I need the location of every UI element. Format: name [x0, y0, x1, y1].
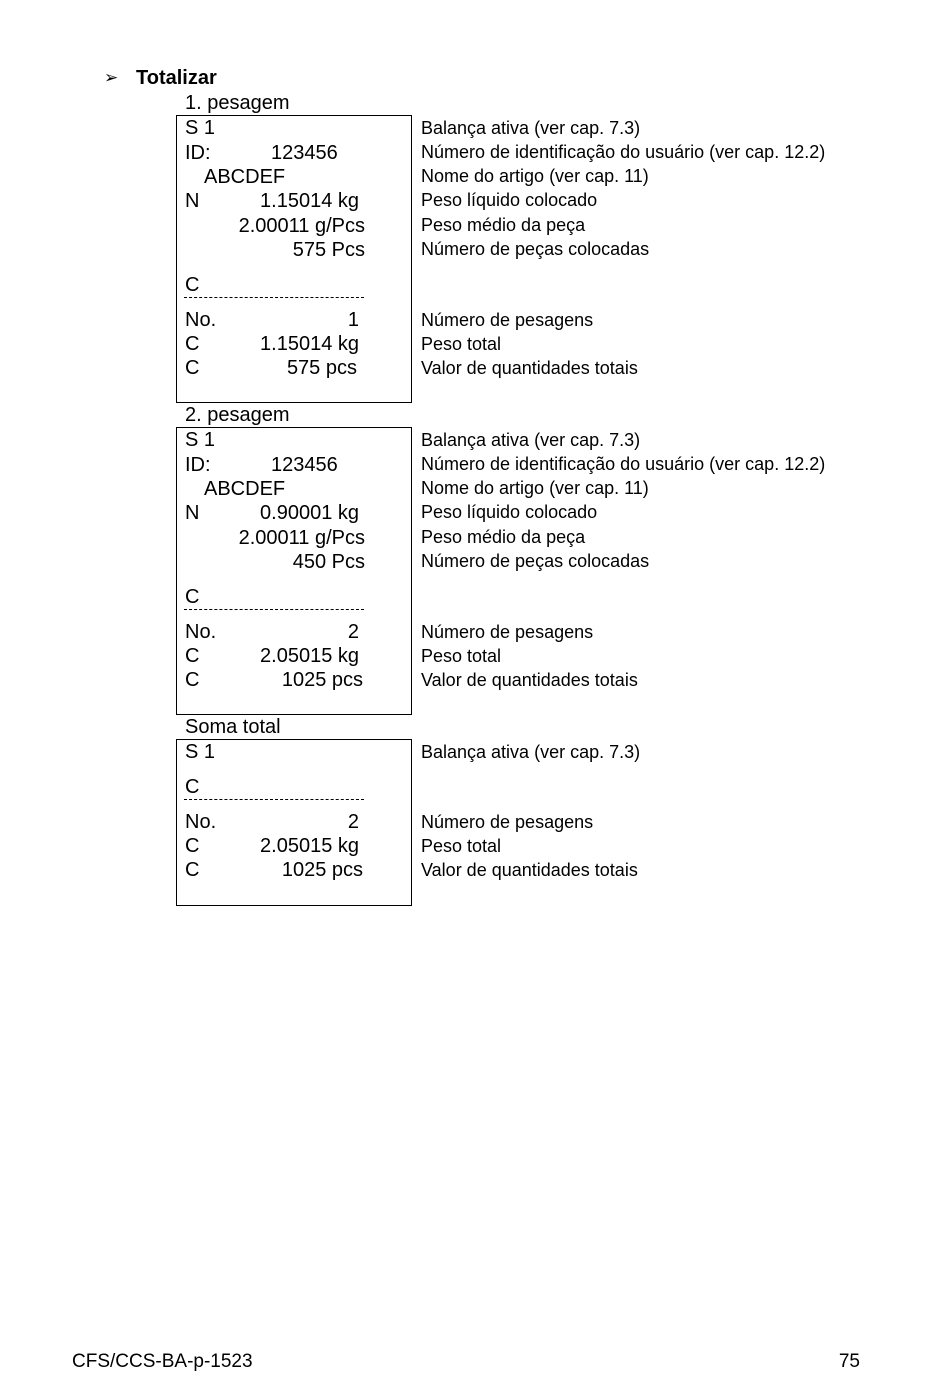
printout-1-title: 1. pesagem	[185, 92, 290, 114]
desc-weighings: Número de pesagens	[421, 622, 594, 642]
section-heading: Totalizar	[136, 67, 217, 89]
desc-total-weight: Peso total	[421, 836, 502, 856]
desc-total-pcs: Valor de quantidades totais	[421, 358, 638, 378]
total-pcs-label: C	[185, 669, 200, 691]
desc-article: Nome do artigo (ver cap. 11)	[421, 166, 649, 186]
desc-scale: Balança ativa (ver cap. 7.3)	[421, 742, 641, 762]
desc-total-weight: Peso total	[421, 334, 502, 354]
id-label: ID:	[185, 142, 211, 164]
total-pcs-label: C	[185, 357, 200, 379]
printout-2-title: 2. pesagem	[185, 404, 290, 426]
total-weight-label: C	[185, 645, 200, 667]
total-pcs: 575 pcs	[286, 357, 357, 379]
desc-avg: Peso médio da peça	[421, 215, 586, 235]
desc-id: Número de identificação do usuário (ver cap. 12.2)	[421, 142, 826, 162]
total-weight: 1.15014 kg	[260, 333, 359, 355]
net-weight: 0.90001 kg	[260, 502, 359, 524]
total-weight-label: C	[185, 835, 200, 857]
weighings-count: 2	[347, 621, 359, 643]
scale-label: S 1	[185, 429, 216, 451]
footer-page-number: 75	[838, 1351, 860, 1372]
total-weight: 2.05015 kg	[260, 835, 359, 857]
piece-count: 450 Pcs	[292, 551, 365, 573]
id-label: ID:	[185, 454, 211, 476]
avg-piece-weight: 2.00011 g/Pcs	[238, 215, 365, 237]
total-pcs: 1025 pcs	[281, 669, 363, 691]
total-weight-label: C	[185, 333, 200, 355]
article-name: ABCDEF	[204, 478, 286, 500]
net-label: N	[185, 502, 200, 524]
weighings-count: 2	[347, 811, 359, 833]
dashed-divider	[184, 799, 364, 800]
desc-net: Peso líquido colocado	[421, 502, 598, 522]
desc-article: Nome do artigo (ver cap. 11)	[421, 478, 649, 498]
c-marker: C	[185, 586, 200, 608]
piece-count: 575 Pcs	[292, 239, 365, 261]
desc-total-pcs: Valor de quantidades totais	[421, 670, 638, 690]
desc-avg: Peso médio da peça	[421, 527, 586, 547]
scale-label: S 1	[185, 117, 216, 139]
total-pcs: 1025 pcs	[281, 859, 363, 881]
id-value: 123456	[271, 454, 338, 476]
desc-pcs: Número de peças colocadas	[421, 239, 650, 259]
weighings-label: No.	[185, 811, 217, 833]
desc-id: Número de identificação do usuário (ver cap. 12.2)	[421, 454, 826, 474]
desc-net: Peso líquido colocado	[421, 190, 598, 210]
scale-label: S 1	[185, 741, 216, 763]
weighings-label: No.	[185, 309, 217, 331]
footer-doc-id: CFS/CCS-BA-p-1523	[72, 1351, 253, 1372]
dashed-divider	[184, 609, 364, 610]
desc-total-pcs: Valor de quantidades totais	[421, 860, 638, 880]
weighings-count: 1	[347, 309, 359, 331]
dashed-divider	[184, 297, 364, 298]
net-weight: 1.15014 kg	[260, 190, 359, 212]
id-value: 123456	[271, 142, 338, 164]
desc-pcs: Número de peças colocadas	[421, 551, 650, 571]
weighings-label: No.	[185, 621, 217, 643]
total-pcs-label: C	[185, 859, 200, 881]
c-marker: C	[185, 274, 200, 296]
total-weight: 2.05015 kg	[260, 645, 359, 667]
desc-scale: Balança ativa (ver cap. 7.3)	[421, 430, 641, 450]
desc-total-weight: Peso total	[421, 646, 502, 666]
desc-scale: Balança ativa (ver cap. 7.3)	[421, 118, 641, 138]
c-marker: C	[185, 776, 200, 798]
net-label: N	[185, 190, 200, 212]
desc-weighings: Número de pesagens	[421, 812, 594, 832]
avg-piece-weight: 2.00011 g/Pcs	[238, 527, 365, 549]
printout-total-title: Soma total	[185, 716, 281, 738]
desc-weighings: Número de pesagens	[421, 310, 594, 330]
bullet-arrow-icon: ➢	[104, 68, 119, 87]
article-name: ABCDEF	[204, 166, 286, 188]
